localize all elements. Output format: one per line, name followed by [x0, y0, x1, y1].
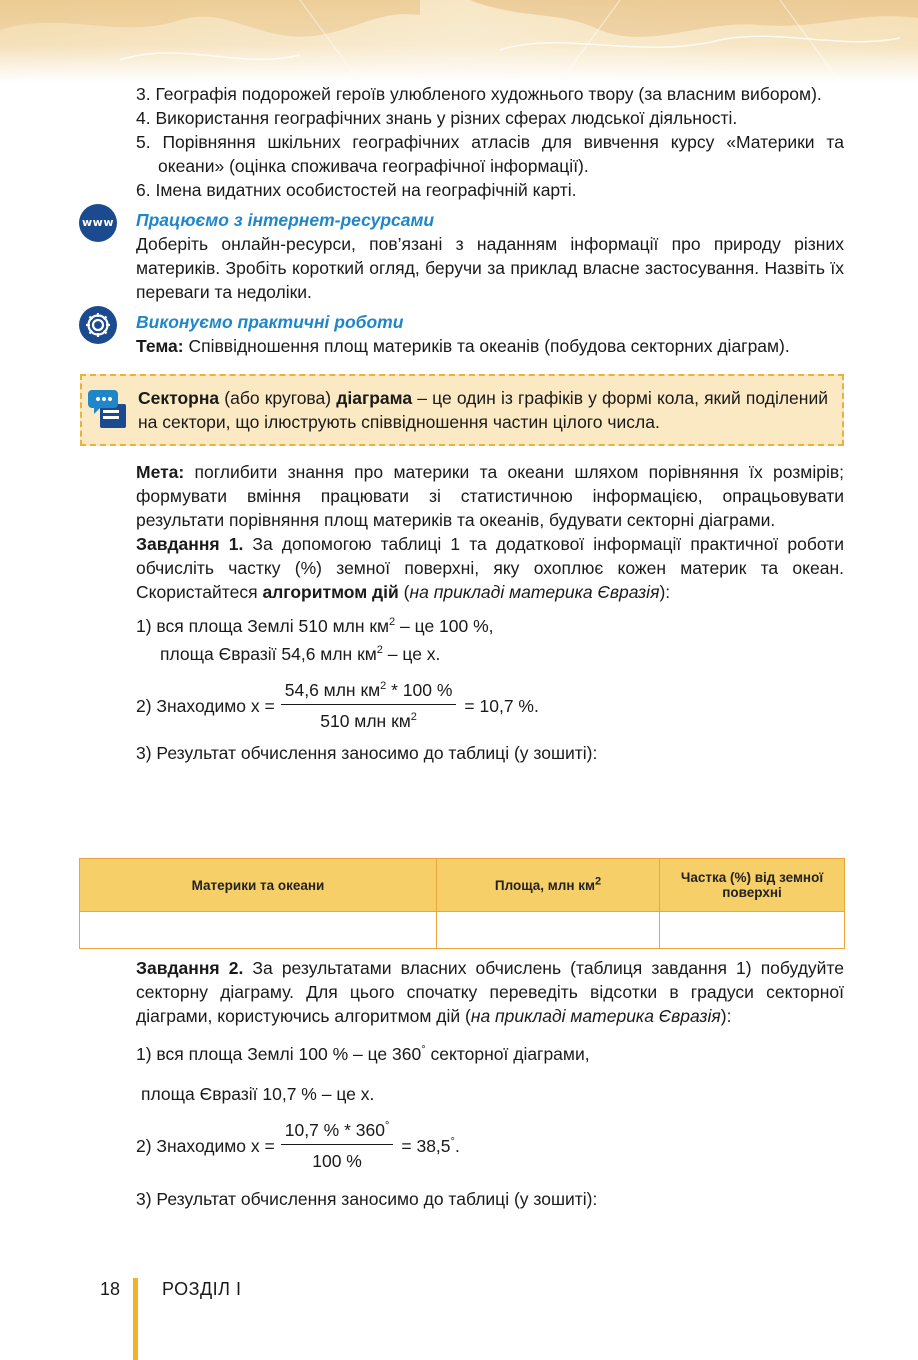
- superscript: 2: [389, 616, 396, 629]
- algorithm-label: алгоритмом дій: [262, 582, 399, 602]
- practical-section: [136, 310, 844, 358]
- table-header: [437, 859, 660, 912]
- step-result: = 10,7 %.: [464, 695, 539, 716]
- goal-paragraph: [136, 460, 844, 532]
- task1-step1b: [136, 642, 844, 666]
- superscript: 2: [376, 644, 383, 657]
- definition-text: [138, 386, 828, 434]
- task1-step2: [136, 678, 844, 733]
- result-text: .: [454, 1135, 460, 1156]
- internet-section-text: Доберіть онлайн-ресурси, пов’язані з наданням інформації про природу різних материків. Зробіть короткий огляд, беручи за приклад власне застосування. Назвіть їх переваги та недоліки.: [136, 234, 844, 302]
- step-text: 1) вся площа Землі 510 млн км: [136, 616, 390, 636]
- fraction: [281, 678, 457, 733]
- superscript: 2: [410, 711, 417, 724]
- page-number: 18: [100, 1279, 121, 1299]
- practical-section-title: Виконуємо практичні роботи: [136, 312, 404, 332]
- table-row: [80, 912, 845, 949]
- table-header: Частка (%) від земної поверхні: [660, 859, 845, 912]
- superscript: °: [384, 1120, 390, 1133]
- step-text: 2) Знаходимо х =: [136, 1135, 275, 1156]
- task2-text: За результатами власних обчислень (таблиця завдання 1) побудуйте секторну діаграму. Для цього спочатку переведіть відсотки в градуси секторної діаграми, користуючись алгоритмом дій (: [136, 958, 845, 1026]
- denominator-text: 510 млн км: [320, 711, 411, 731]
- numerator-text: 10,7 % * 360: [284, 1120, 385, 1140]
- definition-text-part: (або кругова): [219, 388, 337, 408]
- result-text: = 38,5: [401, 1135, 451, 1156]
- task2-paragraph: [136, 956, 844, 1028]
- info-book-icon: [88, 388, 130, 432]
- internet-section: [82, 208, 844, 304]
- table-cell: [437, 912, 660, 949]
- step-text: секторної діаграми,: [425, 1044, 590, 1064]
- footer-accent-bar: [133, 1278, 138, 1360]
- task2-content: [136, 956, 844, 1211]
- step-text: площа Євразії 54,6 млн км: [160, 644, 377, 664]
- fraction-numerator: [281, 1118, 394, 1145]
- table-cell: [80, 912, 437, 949]
- list-item: 5. Порівняння шкільних географічних атласів для вивчення курсу «Материки та океани» (оцінка споживача географічної інформації).: [136, 132, 844, 176]
- example-note: на прикладі материка Євразія: [409, 582, 660, 602]
- list-item: 4. Використання географічних знань у різних сферах людської діяльності.: [136, 108, 738, 128]
- fraction: [281, 1118, 394, 1173]
- task2-step3: 3) Результат обчислення заносимо до таблиці (у зошиті):: [136, 1189, 598, 1209]
- main-content: [82, 82, 845, 765]
- topic-text: Співвідношення площ материків та океанів (побудова секторних діаграм).: [183, 336, 790, 356]
- internet-section-title: Працюємо з інтернет-ресурсами: [136, 210, 435, 230]
- table-header-row: [80, 859, 845, 912]
- superscript: 2: [595, 875, 602, 887]
- topic-label: Тема:: [136, 336, 184, 356]
- step-text: – це 100 %,: [395, 616, 494, 636]
- table-header: Материки та океани: [80, 859, 437, 912]
- superscript: °: [421, 1044, 426, 1057]
- task2-step1b: площа Євразії 10,7 % – це х.: [141, 1084, 375, 1104]
- map-banner: [0, 0, 918, 82]
- results-table: [79, 858, 845, 949]
- numerator-text: 54,6 млн км: [284, 680, 381, 700]
- section-title: РОЗДІЛ І: [162, 1279, 242, 1299]
- task2-label: Завдання 2.: [136, 958, 244, 978]
- www-icon: [79, 204, 117, 242]
- goal-label: Мета:: [136, 462, 185, 482]
- task1-text: (: [398, 582, 410, 602]
- task1-label: Завдання 1.: [136, 534, 244, 554]
- definition-term: діаграма: [336, 388, 413, 408]
- task2-step2: [136, 1118, 844, 1173]
- list-item: 6. Імена видатних особистостей на географічній карті.: [136, 180, 577, 200]
- step-text: 1) вся площа Землі 100 % – це 360: [136, 1044, 422, 1064]
- task1-paragraph: [136, 532, 844, 604]
- fraction-denominator: 100 %: [312, 1151, 362, 1171]
- fraction-numerator: [281, 678, 457, 705]
- example-note: на прикладі материка Євразія: [470, 1006, 721, 1026]
- task1-text: За допомогою таблиці 1 та додаткової інформації практичної роботи обчисліть частку (%) земної поверхні, яку охоплює кожен материк та океан. Скористайтеся: [136, 534, 845, 602]
- practical-topic: [136, 334, 844, 358]
- list-item: 3. Географія подорожей героїв улюбленого художнього твору (за власним вибором).: [136, 84, 822, 104]
- task1-step3: 3) Результат обчислення заносимо до таблиці (у зошиті):: [136, 743, 598, 763]
- task1-text: ):: [659, 582, 671, 602]
- gear-icon: [79, 306, 117, 344]
- definition-box: [80, 374, 844, 446]
- step-text: 2) Знаходимо х =: [136, 695, 275, 716]
- step-text: – це х.: [382, 644, 441, 664]
- superscript: 2: [380, 680, 387, 693]
- definition-term: Секторна: [138, 388, 220, 408]
- task2-text: ):: [720, 1006, 732, 1026]
- fraction-denominator: [320, 705, 417, 733]
- table-cell: [660, 912, 845, 949]
- superscript: °: [450, 1135, 455, 1148]
- definition-text-part: – це один із графіків у формі кола, який поділений на сектори, що ілюструють співвідношення частин цілого числа.: [138, 388, 828, 432]
- numerator-text: * 100 %: [386, 680, 453, 700]
- goal-text: поглибити знання про материки та океани шляхом порівняння їх розмірів; формувати вміння працювати зі статистичною інформацією, опрацьовувати результати порівняння площ материків та океанів, будувати секторні діаграми.: [136, 462, 844, 530]
- header-text: Площа, млн км: [494, 877, 595, 893]
- task1-step1: [136, 614, 844, 638]
- www-icon-label: www: [82, 216, 114, 229]
- topic-list: [136, 82, 844, 202]
- step-result: [401, 1134, 459, 1158]
- task2-step1: [136, 1042, 844, 1066]
